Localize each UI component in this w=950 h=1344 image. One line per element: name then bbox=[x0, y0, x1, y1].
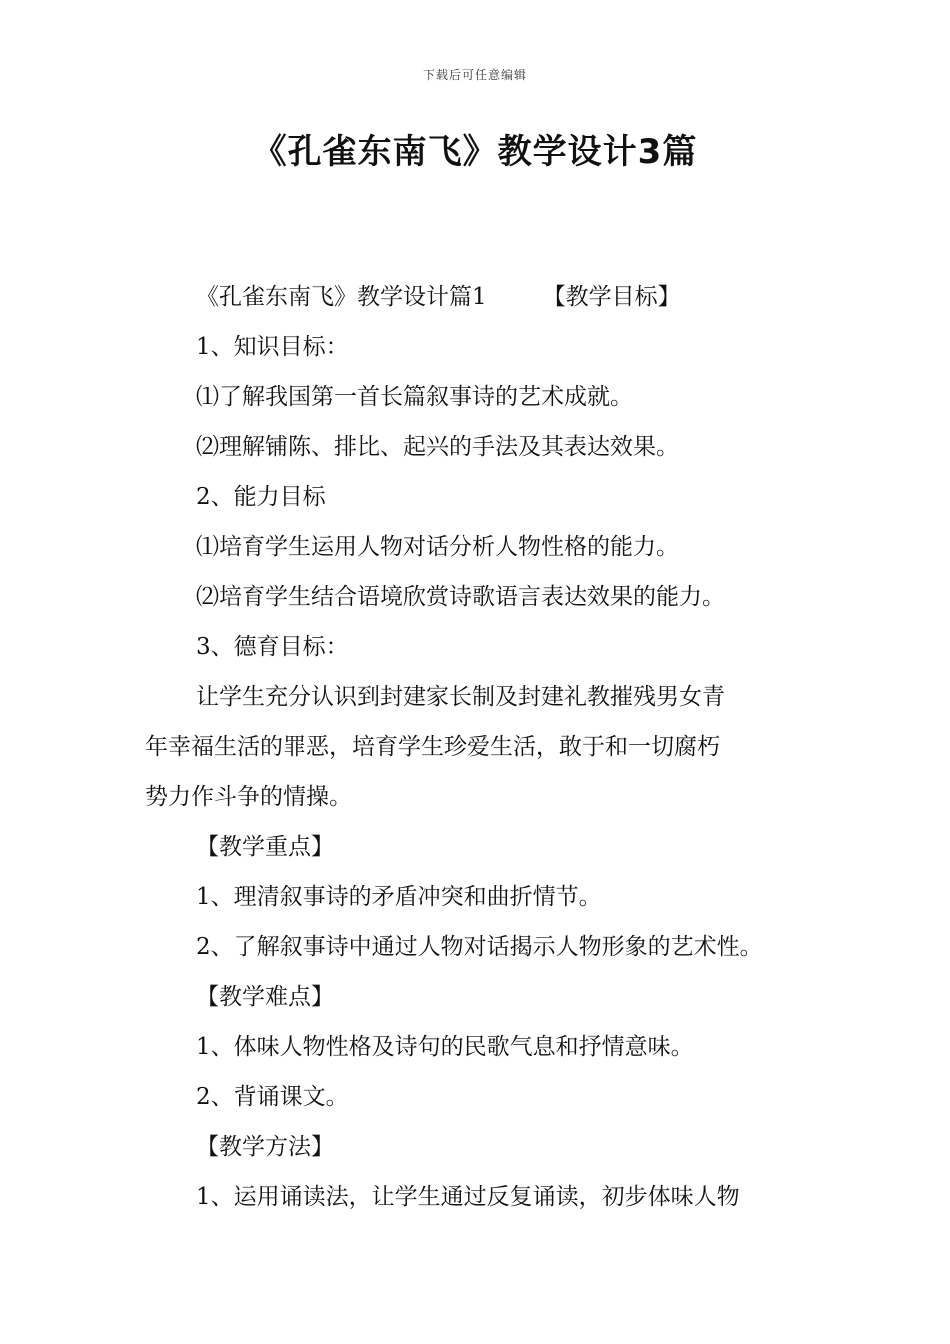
knowledge-goal-label: 1、知识目标： bbox=[196, 334, 349, 360]
moral-goal-paragraph: 势力作斗争的情操。 bbox=[145, 784, 352, 810]
knowledge-goal-item: ⑴了解我国第一首长篇叙事诗的艺术成就。 bbox=[196, 384, 633, 410]
difficulties-label: 【教学难点】 bbox=[196, 984, 334, 1010]
ability-goal-item: ⑵培育学生结合语境欣赏诗歌语言表达效果的能力。 bbox=[196, 584, 725, 610]
methods-label: 【教学方法】 bbox=[196, 1134, 334, 1160]
difficulty-item: 2、背诵课文。 bbox=[196, 1084, 349, 1110]
key-point-item: 1、理清叙事诗的矛盾冲突和曲折情节。 bbox=[196, 884, 602, 910]
goals-label: 【教学目标】 bbox=[542, 284, 681, 310]
moral-goal-label: 3、德育目标： bbox=[196, 634, 349, 660]
page-title: 《孔雀东南飞》教学设计3篇 bbox=[252, 132, 698, 172]
knowledge-goal-item: ⑵理解铺陈、排比、起兴的手法及其表达效果。 bbox=[196, 434, 679, 460]
method-item: 1、运用诵读法，让学生通过反复诵读，初步体味人物 bbox=[196, 1184, 740, 1210]
difficulty-item: 1、体味人物性格及诗句的民歌气息和抒情意味。 bbox=[196, 1034, 694, 1060]
section-heading: 《孔雀东南飞》教学设计篇1 bbox=[196, 284, 487, 310]
ability-goal-item: ⑴培育学生运用人物对话分析人物性格的能力。 bbox=[196, 534, 679, 560]
ability-goal-label: 2、能力目标 bbox=[196, 484, 326, 510]
moral-goal-paragraph: 年幸福生活的罪恶，培育学生珍爱生活，敢于和一切腐朽 bbox=[145, 734, 720, 760]
key-points-label: 【教学重点】 bbox=[196, 834, 334, 860]
moral-goal-paragraph: 让学生充分认识到封建家长制及封建礼教摧残男女青 bbox=[196, 684, 725, 710]
section-heading-line bbox=[196, 279, 681, 315]
key-point-item: 2、了解叙事诗中通过人物对话揭示人物形象的艺术性。 bbox=[196, 934, 763, 960]
header-note: 下载后可任意编辑 bbox=[422, 68, 527, 82]
